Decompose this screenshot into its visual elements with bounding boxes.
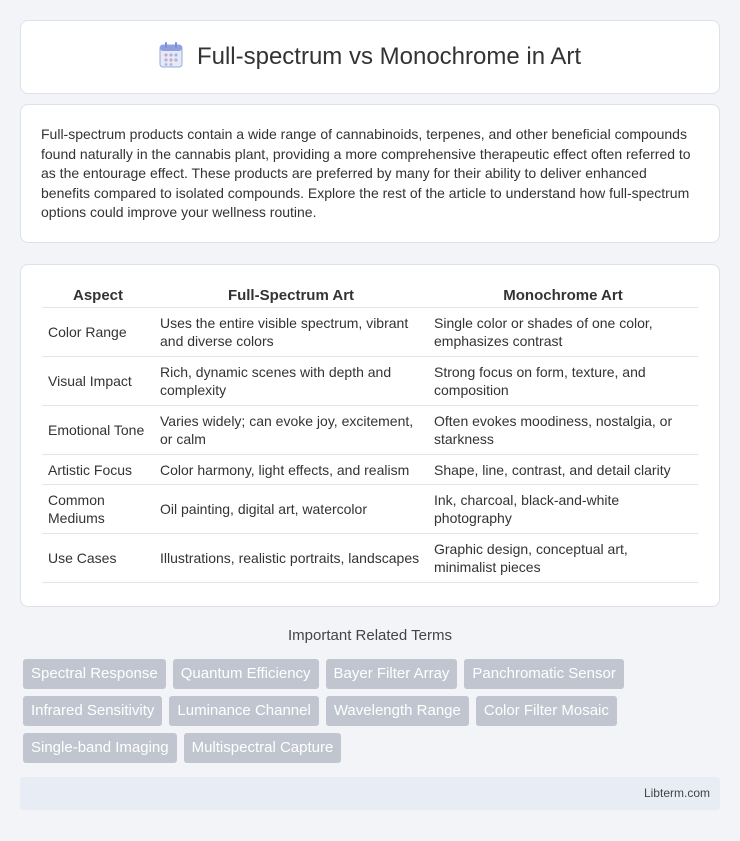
table-row	[42, 485, 698, 534]
table-header-row	[42, 284, 698, 308]
tag-row	[23, 659, 723, 689]
table-row	[42, 534, 698, 583]
monochrome-cell: Strong focus on form, texture, and composition	[428, 357, 698, 406]
aspect-cell: Artistic Focus	[42, 455, 154, 485]
aspect-cell: Common Mediums	[42, 485, 154, 534]
intro-text: Full-spectrum products contain a wide range of cannabinoids, terpenes, and other beneficial compounds found naturally in the cannabis plant, providing a more comprehensive therapeutic effect often referred to as the entourage effect. These products are preferred by many for their ability to deliver enhanced benefits compared to isolated compounds. Explore the rest of the article to understand how full-spectrum options could improve your wellness routine.	[41, 126, 691, 220]
tag-bayer-filter-array[interactable]: Bayer Filter Array	[326, 659, 458, 689]
aspect-cell: Use Cases	[42, 534, 154, 583]
monochrome-cell: Often evokes moodiness, nostalgia, or starkness	[428, 406, 698, 455]
comparison-table	[42, 284, 698, 583]
monochrome-cell: Shape, line, contrast, and detail clarity	[428, 455, 698, 485]
header-full-spectrum: Full-Spectrum Art	[154, 284, 428, 308]
intro-card	[20, 104, 720, 243]
tag-infrared-sensitivity[interactable]: Infrared Sensitivity	[23, 696, 162, 726]
footer	[20, 777, 720, 810]
table-row	[42, 308, 698, 357]
table-row	[42, 455, 698, 485]
monochrome-cell: Graphic design, conceptual art, minimalist pieces	[428, 534, 698, 583]
tag-multispectral-capture[interactable]: Multispectral Capture	[184, 733, 342, 763]
aspect-cell: Visual Impact	[42, 357, 154, 406]
tag-luminance-channel[interactable]: Luminance Channel	[169, 696, 318, 726]
related-terms-title: Important Related Terms	[288, 627, 452, 644]
footer-site-link[interactable]: Libterm.com	[643, 786, 710, 800]
tag-row	[23, 696, 723, 726]
tag-wavelength-range[interactable]: Wavelength Range	[326, 696, 469, 726]
table-row	[42, 406, 698, 455]
aspect-cell: Color Range	[42, 308, 154, 357]
full-spectrum-cell: Color harmony, light effects, and realism	[154, 455, 428, 485]
tag-quantum-efficiency[interactable]: Quantum Efficiency	[173, 659, 319, 689]
header-aspect: Aspect	[42, 284, 154, 308]
related-terms-list	[23, 659, 723, 770]
full-spectrum-cell: Uses the entire visible spectrum, vibrant and diverse colors	[154, 308, 428, 357]
full-spectrum-cell: Illustrations, realistic portraits, landscapes	[154, 534, 428, 583]
table-row	[42, 357, 698, 406]
tag-color-filter-mosaic[interactable]: Color Filter Mosaic	[476, 696, 617, 726]
comparison-table-card	[20, 264, 720, 607]
title-wrap	[159, 42, 581, 73]
full-spectrum-cell: Rich, dynamic scenes with depth and complexity	[154, 357, 428, 406]
monochrome-cell: Single color or shades of one color, emphasizes contrast	[428, 308, 698, 357]
header-monochrome: Monochrome Art	[428, 284, 698, 308]
tag-spectral-response[interactable]: Spectral Response	[23, 659, 166, 689]
aspect-cell: Emotional Tone	[42, 406, 154, 455]
tag-panchromatic-sensor[interactable]: Panchromatic Sensor	[464, 659, 623, 689]
calendar-grid-icon	[159, 42, 183, 73]
monochrome-cell: Ink, charcoal, black-and-white photography	[428, 485, 698, 534]
header-card	[20, 20, 720, 94]
full-spectrum-cell: Varies widely; can evoke joy, excitement, or calm	[154, 406, 428, 455]
tag-row	[23, 733, 723, 763]
full-spectrum-cell: Oil painting, digital art, watercolor	[154, 485, 428, 534]
page-title: Full-spectrum vs Monochrome in Art	[196, 43, 582, 70]
tag-single-band-imaging[interactable]: Single-band Imaging	[23, 733, 177, 763]
